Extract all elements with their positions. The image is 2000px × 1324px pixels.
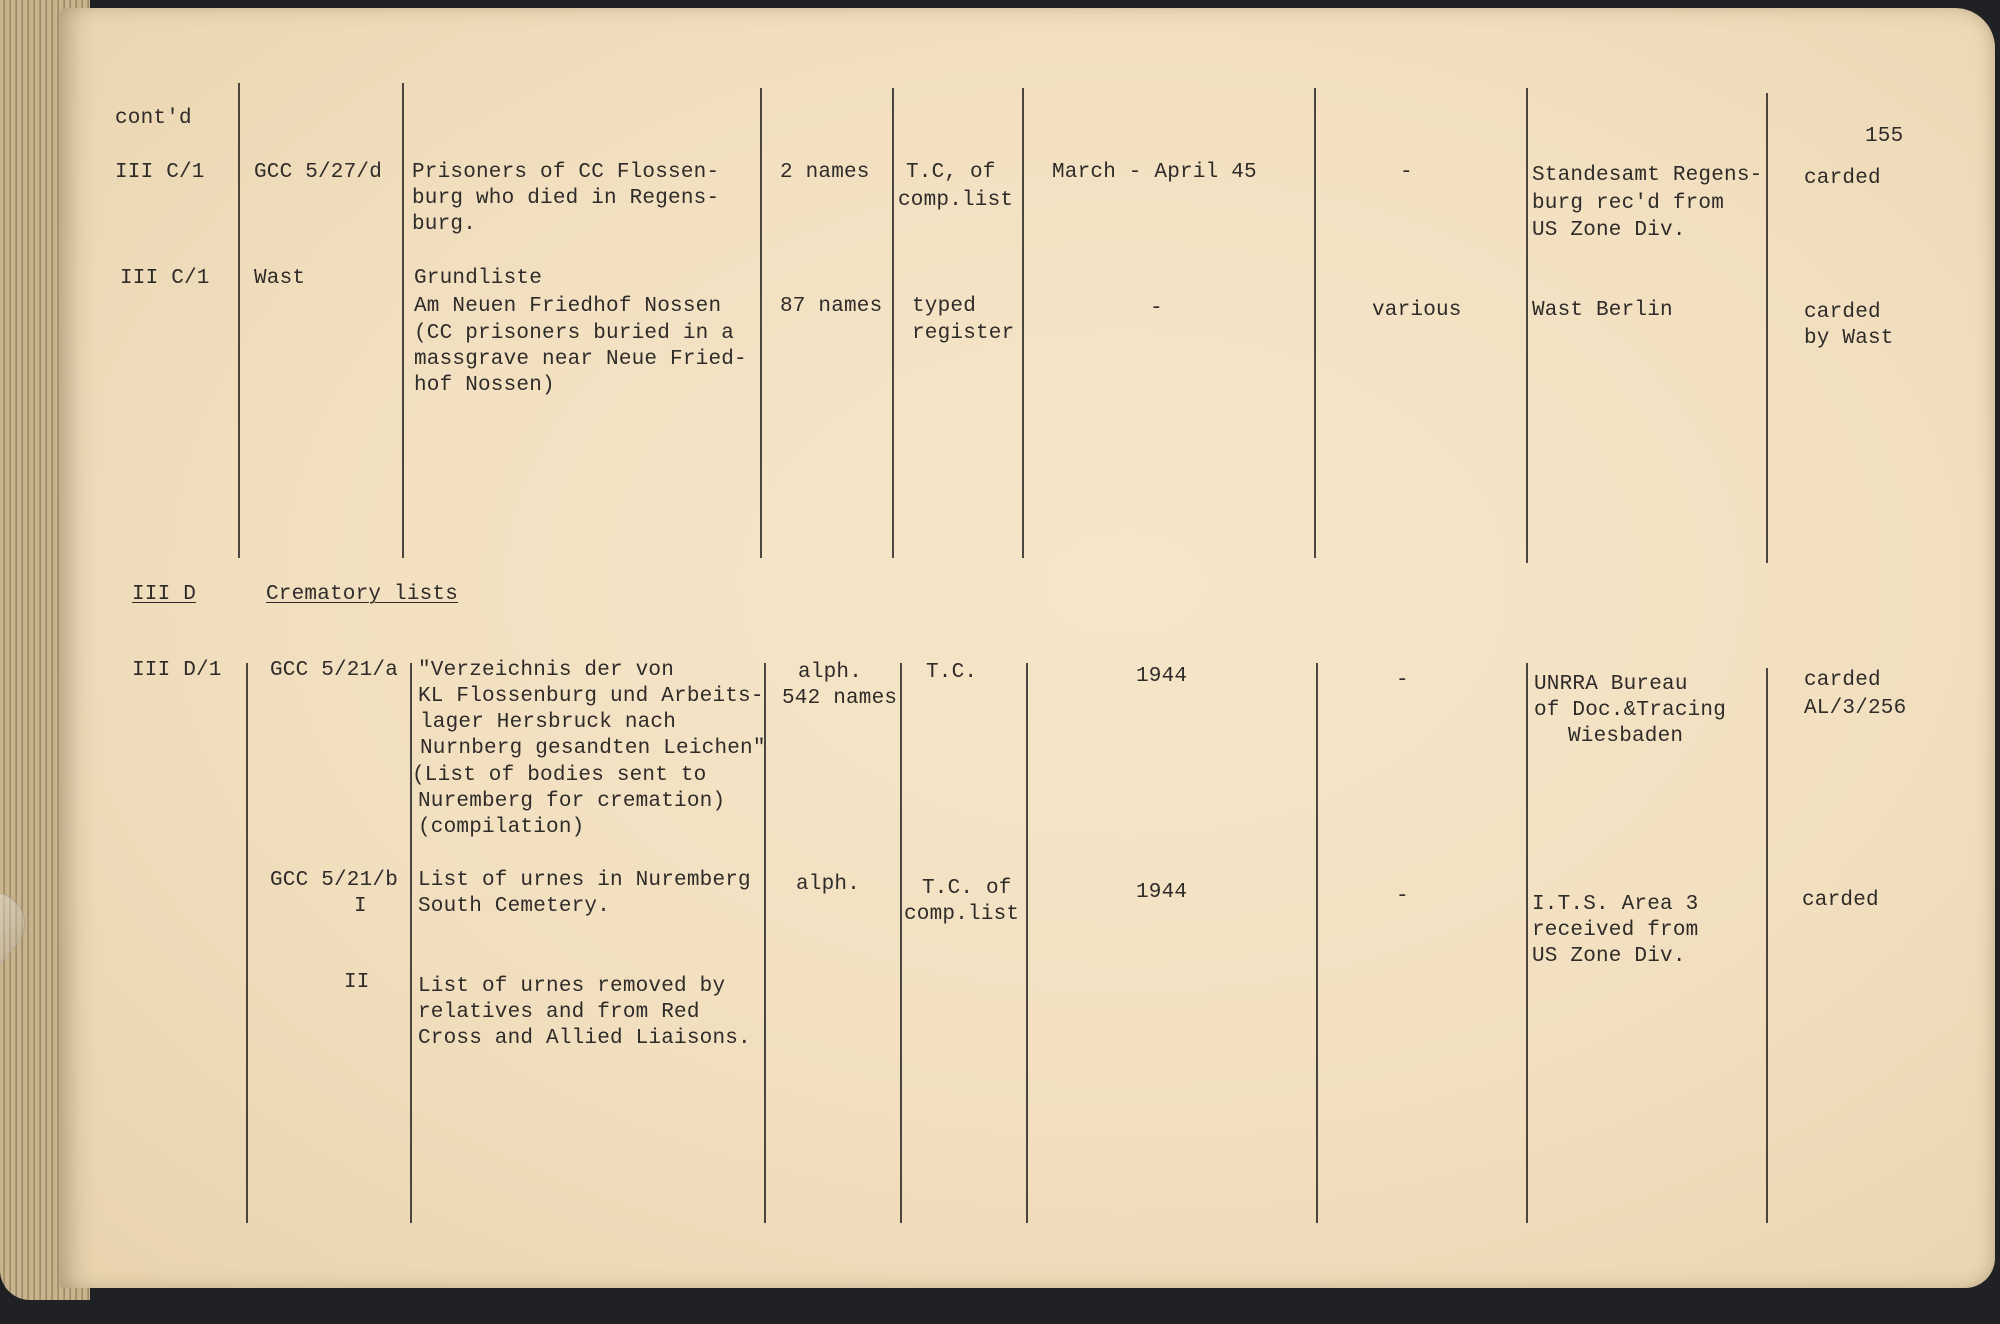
- row-period: 1944: [1136, 665, 1188, 688]
- row-title-line: hof Nossen): [414, 374, 555, 397]
- row-location-line: Wast Berlin: [1532, 299, 1673, 322]
- row-period: -: [1150, 297, 1163, 320]
- row-title-line: (CC prisoners buried in a: [414, 322, 735, 345]
- row-title-line: relatives and from Red: [418, 1001, 700, 1024]
- row-location-line: US Zone Div.: [1532, 945, 1686, 968]
- row-quantity: 87 names: [780, 295, 883, 318]
- column-rule: [760, 88, 762, 558]
- row-quantity-line: 542 names: [782, 687, 898, 710]
- column-rule: [1026, 663, 1028, 1223]
- column-rule: [410, 663, 412, 1223]
- row-place: -: [1400, 161, 1413, 184]
- column-rule: [1022, 88, 1024, 558]
- row-title-line: (List of bodies sent to: [412, 764, 707, 787]
- row-status-line: by Wast: [1804, 327, 1894, 350]
- row-status-line: AL/3/256: [1804, 697, 1907, 720]
- row-title-line: Prisoners of CC Flossen-: [412, 161, 720, 184]
- row-type-line: T.C, of: [906, 161, 996, 184]
- row-title-line: Cross and Allied Liaisons.: [418, 1027, 751, 1050]
- row-place: various: [1372, 299, 1462, 322]
- row-type-line: comp.list: [898, 189, 1014, 212]
- row-source-line: I: [354, 895, 367, 918]
- row-title-line: Nuremberg for cremation): [418, 790, 726, 813]
- row-title-line: South Cemetery.: [418, 895, 611, 918]
- row-title-line: (compilation): [418, 816, 585, 839]
- row-location-line: Wiesbaden: [1568, 725, 1684, 748]
- column-rule: [246, 663, 248, 1223]
- row-quantity: 2 names: [780, 161, 870, 184]
- row-type-line: comp.list: [904, 903, 1020, 926]
- row-status-line: carded: [1802, 889, 1879, 912]
- row-status-line: carded: [1804, 167, 1881, 190]
- row-title-line: "Verzeichnis der von: [418, 659, 675, 682]
- row-ref: III C/1: [115, 161, 205, 184]
- column-rule: [1314, 88, 1316, 558]
- row-location-line: received from: [1532, 919, 1699, 942]
- column-rule: [900, 663, 902, 1223]
- row-source: Wast: [254, 267, 306, 290]
- row-type-line: register: [912, 322, 1015, 345]
- column-rule: [1766, 93, 1768, 563]
- row-title-line: massgrave near Neue Fried-: [414, 348, 747, 371]
- row-place: -: [1396, 885, 1409, 908]
- row-location-line: UNRRA Bureau: [1534, 673, 1688, 696]
- column-rule: [1526, 663, 1528, 1223]
- row-ref: III D/1: [132, 659, 222, 682]
- row-title-line: burg who died in Regens-: [412, 187, 720, 210]
- row-source: GCC 5/27/d: [254, 161, 383, 184]
- row-type-line: T.C.: [926, 661, 978, 684]
- column-rule: [1766, 668, 1768, 1223]
- row-location-line: US Zone Div.: [1532, 219, 1686, 242]
- contd-label: cont'd: [115, 107, 192, 130]
- row-source: GCC 5/21/a: [270, 659, 399, 682]
- row-title-line: List of urnes removed by: [418, 975, 726, 998]
- row-ref: III C/1: [120, 267, 210, 290]
- row-title-line: Grundliste: [414, 267, 543, 290]
- column-rule: [238, 83, 240, 558]
- row-status-line: carded: [1804, 301, 1881, 324]
- page-number: 155: [1865, 125, 1904, 148]
- row-period: 1944: [1136, 881, 1188, 904]
- section-code: III D: [132, 583, 197, 606]
- row-source-line: GCC 5/21/b: [270, 869, 399, 892]
- row-source-line: II: [344, 971, 370, 994]
- row-title-line: lager Hersbruck nach: [420, 711, 677, 734]
- column-rule: [402, 83, 404, 558]
- row-title-line: Am Neuen Friedhof Nossen: [414, 295, 722, 318]
- row-title-line: List of urnes in Nuremberg: [418, 869, 751, 892]
- row-quantity-line: alph.: [796, 873, 861, 896]
- row-location-line: I.T.S. Area 3: [1532, 893, 1699, 916]
- row-location-line: of Doc.&Tracing: [1534, 699, 1727, 722]
- row-place: -: [1396, 669, 1409, 692]
- section-title: Crematory lists: [266, 583, 459, 606]
- row-quantity-line: alph.: [798, 661, 863, 684]
- row-location-line: Standesamt Regens-: [1532, 164, 1763, 187]
- column-rule: [892, 88, 894, 558]
- column-rule: [1316, 663, 1318, 1223]
- row-period: March - April 45: [1052, 161, 1257, 184]
- row-title-line: burg.: [412, 213, 477, 236]
- row-type-line: typed: [912, 295, 977, 318]
- row-title-line: KL Flossenburg und Arbeits-: [418, 685, 764, 708]
- ledger-page: [60, 8, 1995, 1288]
- column-rule: [1526, 88, 1528, 563]
- row-title-line: Nurnberg gesandten Leichen": [420, 737, 766, 760]
- row-location-line: burg rec'd from: [1532, 192, 1725, 215]
- row-status-line: carded: [1804, 669, 1881, 692]
- row-type-line: T.C. of: [922, 877, 1012, 900]
